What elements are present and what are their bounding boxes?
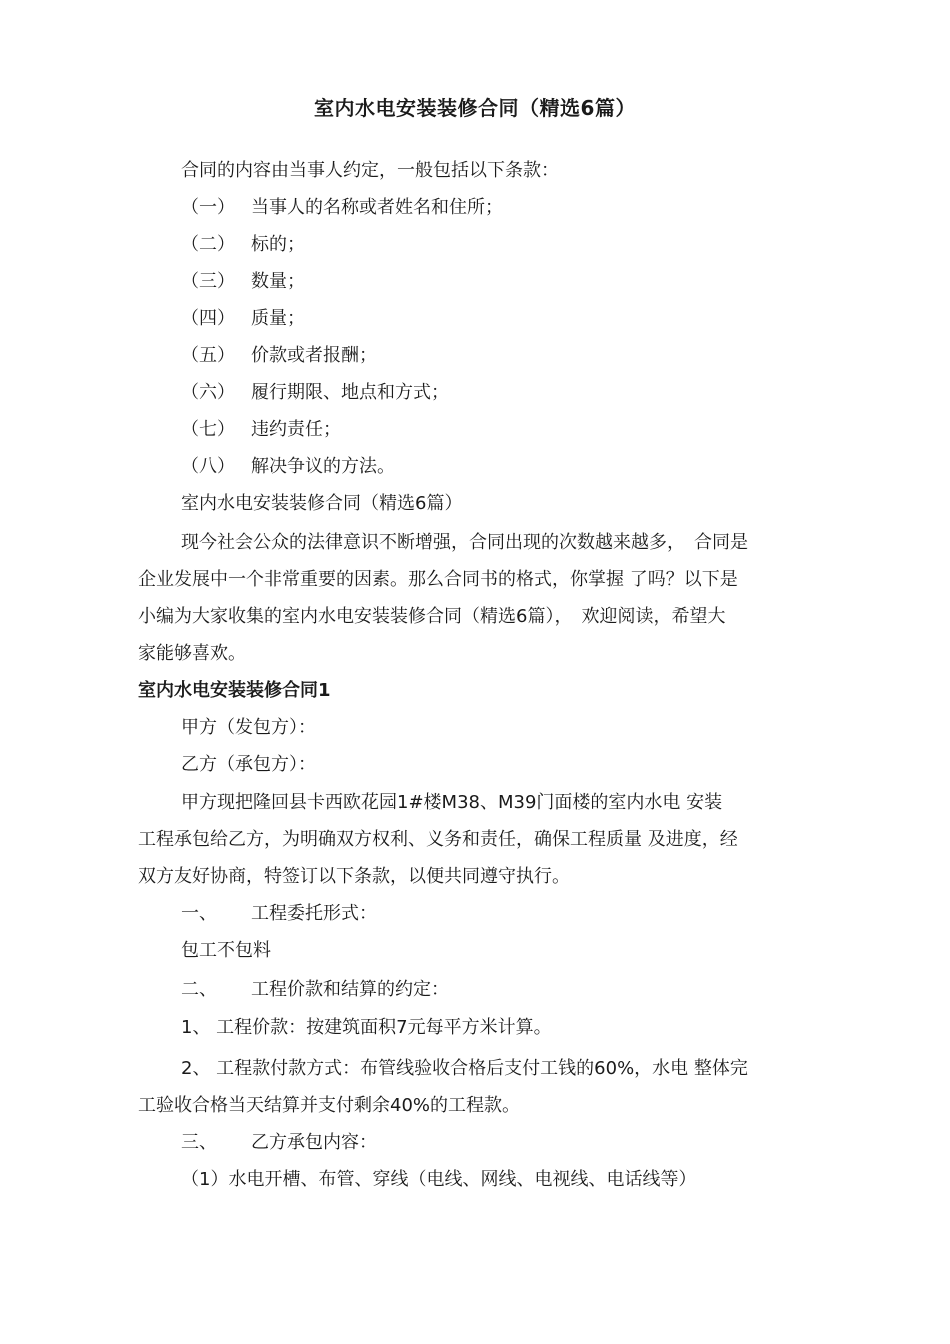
item-number: 二、 — [181, 979, 217, 1000]
item-one — [181, 901, 377, 927]
clause-item — [181, 417, 341, 443]
clause-number: （八） — [181, 456, 235, 477]
clause-item — [181, 269, 305, 295]
clause-number: （六） — [181, 382, 235, 403]
item-number: 一、 — [181, 903, 217, 924]
clause-text: 违约责任； — [251, 419, 341, 440]
clause-number: （五） — [181, 345, 235, 366]
document-title: 室内水电安装装修合同（精选6篇） — [314, 96, 636, 120]
clause-number: （四） — [181, 308, 235, 329]
section-heading: 室内水电安装装修合同1 — [138, 680, 331, 701]
clause-item — [181, 195, 503, 221]
preface-line: 家能够喜欢。 — [138, 643, 246, 664]
clause-text: 质量； — [251, 308, 305, 329]
intro-text: 合同的内容由当事人约定，一般包括以下条款： — [181, 160, 559, 181]
item-text: 工程价款和结算的约定： — [251, 979, 449, 1000]
body-line: 双方友好协商，特签订以下条款，以便共同遵守执行。 — [138, 866, 570, 887]
item-two-2: 2、 工程款付款方式：布管线验收合格后支付工钱的60%，水电 整体完 — [181, 1058, 748, 1079]
item-one-value: 包工不包料 — [181, 940, 271, 961]
item-two-1: 1、 工程价款：按建筑面积7元每平方米计算。 — [181, 1017, 552, 1038]
preface-line: 小编为大家收集的室内水电安装装修合同（精选6篇）， 欢迎阅读，希望大 — [138, 606, 726, 627]
clause-text: 履行期限、地点和方式； — [251, 382, 449, 403]
subtitle: 室内水电安装装修合同（精选6篇） — [181, 493, 463, 514]
item-two — [181, 977, 449, 1003]
clause-item — [181, 306, 305, 332]
clause-text: 数量； — [251, 271, 305, 292]
party-b-label: 乙方（承包方）： — [181, 754, 316, 775]
item-text: 工程委托形式： — [251, 903, 377, 924]
clause-item — [181, 454, 395, 480]
body-line: 甲方现把隆回县卡西欧花园1#楼M38、M39门面楼的室内水电 安装 — [181, 792, 723, 813]
clause-text: 价款或者报酬； — [251, 345, 377, 366]
clause-text: 当事人的名称或者姓名和住所； — [251, 197, 503, 218]
party-a-label: 甲方（发包方）： — [181, 717, 316, 738]
item-three-1: （1）水电开槽、布管、穿线（电线、网线、电视线、电话线等） — [181, 1169, 697, 1190]
clause-text: 解决争议的方法。 — [251, 456, 395, 477]
item-three — [181, 1130, 377, 1156]
clause-item — [181, 343, 377, 369]
preface-line: 企业发展中一个非常重要的因素。那么合同书的格式，你掌握 了吗？以下是 — [138, 569, 738, 590]
clause-number: （二） — [181, 234, 235, 255]
body-line: 工程承包给乙方，为明确双方权利、义务和责任，确保工程质量 及进度，经 — [138, 829, 738, 850]
preface-line: 现今社会公众的法律意识不断增强，合同出现的次数越来越多， 合同是 — [181, 532, 748, 553]
clause-number: （一） — [181, 197, 235, 218]
clause-number: （三） — [181, 271, 235, 292]
item-two-2-cont: 工验收合格当天结算并支付剩余40%的工程款。 — [138, 1095, 521, 1116]
item-text: 乙方承包内容： — [251, 1132, 377, 1153]
clause-item — [181, 232, 305, 258]
clause-number: （七） — [181, 419, 235, 440]
clause-item — [181, 380, 449, 406]
clause-text: 标的； — [251, 234, 305, 255]
item-number: 三、 — [181, 1132, 217, 1153]
